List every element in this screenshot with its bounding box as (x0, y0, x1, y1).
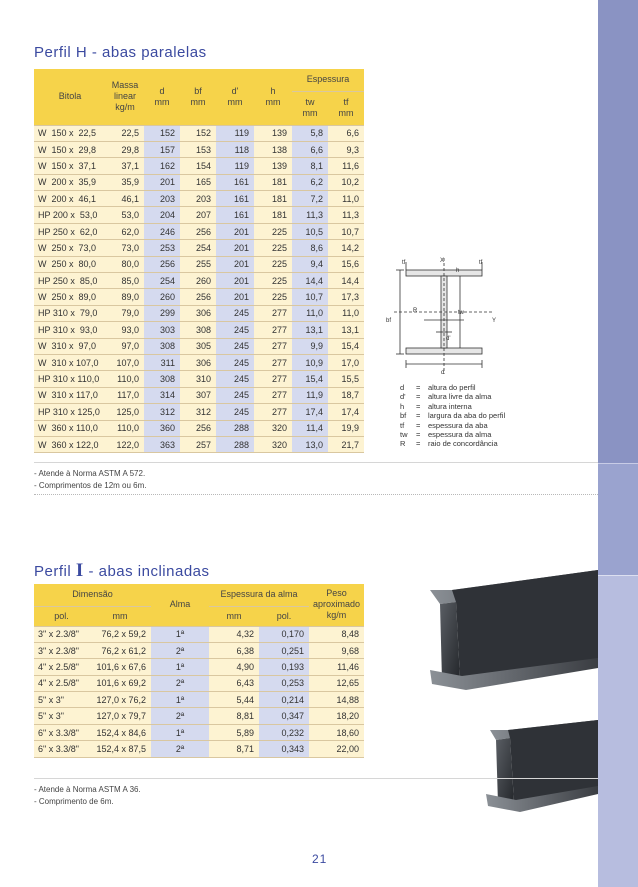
table-cell: HP 310 x 110,0 (34, 371, 106, 387)
i-beam-illustration (370, 570, 598, 860)
legend-item: bf = largura da aba do perfil (400, 411, 506, 421)
table-cell: HP 200 x 53,0 (34, 207, 106, 223)
table-cell: 245 (216, 354, 254, 370)
legend-item: d = altura do perfil (400, 383, 476, 392)
header-dprime: d' mm (216, 69, 254, 125)
table-cell: 6,6 (292, 141, 328, 157)
table-cell: 225 (254, 240, 292, 256)
table-cell: 277 (254, 354, 292, 370)
table-row (34, 256, 364, 272)
table-cell: W 250 x 73,0 (34, 240, 106, 256)
table-cell: 9,68 (309, 642, 364, 658)
table-cell: 9,4 (292, 256, 328, 272)
header-alma: Alma (151, 584, 209, 626)
sidebar-block-middle (598, 463, 638, 576)
header-pol: pol. (34, 606, 89, 626)
table-cell: 122,0 (106, 436, 144, 452)
table-cell: 2ª (151, 708, 209, 724)
table-cell: 11,0 (328, 191, 364, 207)
table-cell: 14,88 (309, 692, 364, 708)
table-cell: 181 (254, 174, 292, 190)
table-cell: 13,1 (292, 322, 328, 338)
table-cell: 225 (254, 256, 292, 272)
table-cell: 101,6 x 67,6 (89, 659, 151, 675)
table-cell: 107,0 (106, 354, 144, 370)
table-row (34, 387, 364, 403)
table-cell: 308 (144, 338, 180, 354)
table-cell: W 360 x 110,0 (34, 420, 106, 436)
table-cell: 15,6 (328, 256, 364, 272)
table-cell: 4" x 2.5/8" (34, 675, 89, 691)
table-cell: 18,60 (309, 724, 364, 740)
table-cell: 245 (216, 322, 254, 338)
table-row (34, 741, 364, 757)
table-row (34, 420, 364, 436)
table-cell: 6,6 (328, 125, 364, 141)
table-cell: W 150 x 29,8 (34, 141, 106, 157)
table-cell: 299 (144, 305, 180, 321)
table-cell: 11,3 (328, 207, 364, 223)
table-cell: 7,2 (292, 191, 328, 207)
table-cell: 203 (180, 191, 216, 207)
diagram-label-y: Y (492, 318, 497, 324)
table-cell: 157 (144, 141, 180, 157)
header-bitola: Bitola (34, 69, 106, 125)
table-cell: 257 (180, 436, 216, 452)
table-cell: 73,0 (106, 240, 144, 256)
table-cell: 161 (216, 191, 254, 207)
table-cell: 0,343 (259, 741, 309, 757)
table-cell: 119 (216, 125, 254, 141)
table-row (34, 692, 364, 708)
table-row (34, 125, 364, 141)
table-cell: 10,5 (292, 223, 328, 239)
table-cell: HP 310 x 79,0 (34, 305, 106, 321)
table-cell: 0,193 (259, 659, 309, 675)
table-cell: 1ª (151, 692, 209, 708)
note: - Comprimento de 6m. (34, 797, 114, 806)
table-cell: 11,0 (328, 305, 364, 321)
diagram-label-tf-left: tf (402, 260, 406, 266)
table-cell: 11,46 (309, 659, 364, 675)
table-cell: 0,251 (259, 642, 309, 658)
table-cell: 201 (144, 174, 180, 190)
note: - Atende à Norma ASTM A 572. (34, 469, 146, 478)
table-cell: 117,0 (106, 387, 144, 403)
table-cell: 165 (180, 174, 216, 190)
table-cell: W 360 x 122,0 (34, 436, 106, 452)
page-number: 21 (312, 852, 328, 866)
page-sidebar (598, 0, 638, 886)
diagram-label-tf-right: tf (479, 260, 483, 266)
table-cell: HP 310 x 93,0 (34, 322, 106, 338)
header-peso: Peso aproximado kg/m (309, 584, 364, 626)
table-cell: 21,7 (328, 436, 364, 452)
table-cell: 320 (254, 420, 292, 436)
table-cell: 152,4 x 84,6 (89, 724, 151, 740)
header-bf: bf mm (180, 69, 216, 125)
header-espessura: Espessura (292, 69, 364, 91)
table-cell: 5" x 3" (34, 692, 89, 708)
table-cell: 118 (216, 141, 254, 157)
table-cell: 308 (180, 322, 216, 338)
table-cell: 5" x 3" (34, 708, 89, 724)
table-cell: 35,9 (106, 174, 144, 190)
table-row (34, 191, 364, 207)
table-cell: 15,4 (328, 338, 364, 354)
table-cell: 2ª (151, 642, 209, 658)
table-cell: W 200 x 35,9 (34, 174, 106, 190)
table-cell: 204 (144, 207, 180, 223)
table-cell: 62,0 (106, 223, 144, 239)
table-cell: 10,7 (328, 223, 364, 239)
table-cell: 152 (144, 125, 180, 141)
table-cell: 11,9 (292, 387, 328, 403)
diagram-label-bf: bf (386, 318, 392, 324)
table-cell: 85,0 (106, 273, 144, 289)
table-cell: W 310 x 107,0 (34, 354, 106, 370)
table-cell: 288 (216, 420, 254, 436)
table-cell: 201 (216, 240, 254, 256)
table-cell: 22,00 (309, 741, 364, 757)
diagram-label-dprime: d' (446, 336, 451, 342)
table-cell: 10,7 (292, 289, 328, 305)
table-cell: 17,3 (328, 289, 364, 305)
header-tf: tf mm (328, 91, 364, 125)
table-cell: 307 (180, 387, 216, 403)
table-cell: 14,4 (292, 273, 328, 289)
header-massa: Massa linear kg/m (106, 69, 144, 125)
header-mm: mm (89, 606, 151, 626)
table-cell: 79,0 (106, 305, 144, 321)
legend-item: d' = altura livre da alma (400, 392, 492, 402)
table-row (34, 207, 364, 223)
table-cell: 11,4 (292, 420, 328, 436)
table-cell: 6" x 3.3/8" (34, 741, 89, 757)
table-cell: 12,65 (309, 675, 364, 691)
table-row (34, 724, 364, 740)
table-cell: 181 (254, 191, 292, 207)
table-cell: 119 (216, 158, 254, 174)
table-cell: 8,6 (292, 240, 328, 256)
table-cell: 154 (180, 158, 216, 174)
table-cell: 14,4 (328, 273, 364, 289)
i-beam-upper (430, 570, 598, 690)
section-i-title: Perfil I - abas inclinadas (34, 560, 210, 581)
table-row (34, 371, 364, 387)
table-cell: 314 (144, 387, 180, 403)
table-cell: 5,44 (209, 692, 259, 708)
table-cell: 6,2 (292, 174, 328, 190)
table-cell: 225 (254, 289, 292, 305)
table-cell: 14,2 (328, 240, 364, 256)
legend-item: h = altura interna (400, 401, 472, 411)
table-cell: 1ª (151, 626, 209, 642)
table-cell: 19,9 (328, 420, 364, 436)
table-cell: W 150 x 37,1 (34, 158, 106, 174)
table-cell: 360 (144, 420, 180, 436)
table-cell: 254 (180, 240, 216, 256)
table-cell: 303 (144, 322, 180, 338)
table-cell: 8,48 (309, 626, 364, 642)
table-cell: 2ª (151, 741, 209, 757)
table-cell: 288 (216, 436, 254, 452)
table-cell: 277 (254, 387, 292, 403)
table-cell: W 310 x 117,0 (34, 387, 106, 403)
table-cell: 225 (254, 223, 292, 239)
table-cell: 127,0 x 76,2 (89, 692, 151, 708)
table-cell: 8,71 (209, 741, 259, 757)
diagram-label-x: X (440, 258, 445, 264)
table-cell: 101,6 x 69,2 (89, 675, 151, 691)
table-cell: 0,347 (259, 708, 309, 724)
table-cell: 201 (216, 223, 254, 239)
table-cell: 1ª (151, 724, 209, 740)
table-cell: 3" x 2.3/8" (34, 626, 89, 642)
table-cell: 89,0 (106, 289, 144, 305)
h-profile-legend (400, 383, 505, 449)
table-row (34, 659, 364, 675)
table-row (34, 289, 364, 305)
table-cell: 127,0 x 79,7 (89, 708, 151, 724)
table-row (34, 354, 364, 370)
table-cell: 1ª (151, 659, 209, 675)
table-cell: 46,1 (106, 191, 144, 207)
table-cell: 245 (216, 305, 254, 321)
table-cell: 17,4 (328, 404, 364, 420)
legend-item: tf = espessura da aba (400, 420, 488, 430)
i-profile-mark: I (75, 560, 84, 581)
table-cell: 277 (254, 371, 292, 387)
table-cell: 201 (216, 273, 254, 289)
sidebar-block-bottom (598, 575, 638, 887)
table-cell: 3" x 2.3/8" (34, 642, 89, 658)
table-cell: 225 (254, 273, 292, 289)
table-cell: 363 (144, 436, 180, 452)
table-cell: 308 (144, 371, 180, 387)
table-cell: 201 (216, 256, 254, 272)
i-beam-lower (486, 720, 598, 812)
table-cell: 245 (216, 338, 254, 354)
table-cell: 162 (144, 158, 180, 174)
table-cell: 5,89 (209, 724, 259, 740)
table-cell: 203 (144, 191, 180, 207)
table-row (34, 338, 364, 354)
table-cell: 80,0 (106, 256, 144, 272)
header-dimensao: Dimensão (34, 584, 151, 606)
table-row (34, 240, 364, 256)
table-cell: 6,43 (209, 675, 259, 691)
diagram-label-r: R (413, 308, 418, 314)
table-cell: 15,5 (328, 371, 364, 387)
table-cell: 93,0 (106, 322, 144, 338)
header-espessura-alma: Espessura da alma (209, 584, 309, 606)
table-cell: W 310 x 97,0 (34, 338, 106, 354)
table-cell: 305 (180, 338, 216, 354)
table-cell: 254 (144, 273, 180, 289)
table-cell: HP 250 x 62,0 (34, 223, 106, 239)
header-esp-mm: mm (209, 606, 259, 626)
table-cell: 11,0 (292, 305, 328, 321)
table-cell: 256 (180, 420, 216, 436)
table-cell: 22,5 (106, 125, 144, 141)
table-cell: 4,90 (209, 659, 259, 675)
table-cell: 9,9 (292, 338, 328, 354)
table-cell: 256 (180, 223, 216, 239)
diagram-label-tw: tw (458, 310, 464, 316)
table-cell: W 250 x 89,0 (34, 289, 106, 305)
table-row (34, 404, 364, 420)
table-row (34, 158, 364, 174)
table-cell: 306 (180, 354, 216, 370)
table-cell: 152 (180, 125, 216, 141)
table-row (34, 675, 364, 691)
separator (34, 494, 598, 495)
table-cell: 320 (254, 436, 292, 452)
table-cell: 18,7 (328, 387, 364, 403)
legend-item: R = raio de concordância (400, 439, 498, 449)
table-cell: W 200 x 46,1 (34, 191, 106, 207)
table-row (34, 708, 364, 724)
table-row (34, 141, 364, 157)
diagram-label-h: h (456, 268, 460, 274)
table-cell: 2ª (151, 675, 209, 691)
h-profile-table (34, 69, 364, 453)
table-cell: 0,253 (259, 675, 309, 691)
table-row (34, 273, 364, 289)
table-row (34, 174, 364, 190)
table-cell: 4" x 2.5/8" (34, 659, 89, 675)
table-cell: 245 (216, 387, 254, 403)
table-cell: 10,9 (292, 354, 328, 370)
table-cell: 306 (180, 305, 216, 321)
header-h: h mm (254, 69, 292, 125)
table-cell: 312 (144, 404, 180, 420)
table-cell: 6,38 (209, 642, 259, 658)
table-cell: W 250 x 80,0 (34, 256, 106, 272)
header-esp-pol: pol. (259, 606, 309, 626)
table-cell: 245 (216, 371, 254, 387)
table-cell: 29,8 (106, 141, 144, 157)
table-cell: 260 (180, 273, 216, 289)
table-cell: 260 (144, 289, 180, 305)
table-cell: 0,232 (259, 724, 309, 740)
table-row (34, 642, 364, 658)
table-cell: 138 (254, 141, 292, 157)
table-row (34, 305, 364, 321)
table-cell: 161 (216, 207, 254, 223)
table-cell: 10,2 (328, 174, 364, 190)
table-cell: 17,0 (328, 354, 364, 370)
table-row (34, 322, 364, 338)
table-cell: 161 (216, 174, 254, 190)
table-cell: 255 (180, 256, 216, 272)
table-row (34, 223, 364, 239)
table-cell: 4,32 (209, 626, 259, 642)
table-cell: 277 (254, 338, 292, 354)
table-cell: 37,1 (106, 158, 144, 174)
table-cell: 152,4 x 87,5 (89, 741, 151, 757)
table-cell: 76,2 x 61,2 (89, 642, 151, 658)
table-cell: 13,1 (328, 322, 364, 338)
table-cell: 256 (180, 289, 216, 305)
note: - Atende à Norma ASTM A 36. (34, 785, 141, 794)
table-cell: 8,81 (209, 708, 259, 724)
table-cell: 246 (144, 223, 180, 239)
table-cell: HP 250 x 85,0 (34, 273, 106, 289)
section-h-title: Perfil H - abas paralelas (34, 44, 207, 61)
table-cell: 0,214 (259, 692, 309, 708)
table-cell: 207 (180, 207, 216, 223)
i-profile-table (34, 584, 364, 758)
table-cell: HP 310 x 125,0 (34, 404, 106, 420)
table-cell: 8,1 (292, 158, 328, 174)
table-cell: 201 (216, 289, 254, 305)
table-cell: 76,2 x 59,2 (89, 626, 151, 642)
table-cell: W 150 x 22,5 (34, 125, 106, 141)
table-cell: 277 (254, 305, 292, 321)
table-cell: 153 (180, 141, 216, 157)
table-cell: 256 (144, 256, 180, 272)
table-cell: 6" x 3.3/8" (34, 724, 89, 740)
legend-item: tw = espessura da alma (400, 430, 492, 440)
table-row (34, 436, 364, 452)
table-cell: 0,170 (259, 626, 309, 642)
table-cell: 110,0 (106, 371, 144, 387)
table-cell: 139 (254, 158, 292, 174)
table-cell: 245 (216, 404, 254, 420)
table-cell: 311 (144, 354, 180, 370)
table-cell: 310 (180, 371, 216, 387)
note: - Comprimentos de 12m ou 6m. (34, 481, 147, 490)
table-cell: 13,0 (292, 436, 328, 452)
table-cell: 9,3 (328, 141, 364, 157)
table-cell: 253 (144, 240, 180, 256)
section-i-notes (34, 784, 141, 808)
table-row (34, 626, 364, 642)
table-cell: 15,4 (292, 371, 328, 387)
table-cell: 17,4 (292, 404, 328, 420)
table-cell: 110,0 (106, 420, 144, 436)
header-d: d mm (144, 69, 180, 125)
table-cell: 11,3 (292, 207, 328, 223)
table-cell: 18,20 (309, 708, 364, 724)
section-h-notes (34, 468, 147, 492)
table-cell: 125,0 (106, 404, 144, 420)
header-tw: tw mm (292, 91, 328, 125)
h-profile-diagram (384, 256, 502, 378)
table-cell: 277 (254, 404, 292, 420)
table-cell: 139 (254, 125, 292, 141)
table-cell: 53,0 (106, 207, 144, 223)
separator (34, 778, 598, 779)
table-cell: 97,0 (106, 338, 144, 354)
table-cell: 5,8 (292, 125, 328, 141)
sidebar-block-top (598, 0, 638, 463)
separator (34, 462, 598, 463)
table-cell: 277 (254, 322, 292, 338)
table-cell: 11,6 (328, 158, 364, 174)
diagram-label-d: d (441, 370, 445, 376)
table-cell: 181 (254, 207, 292, 223)
table-cell: 312 (180, 404, 216, 420)
